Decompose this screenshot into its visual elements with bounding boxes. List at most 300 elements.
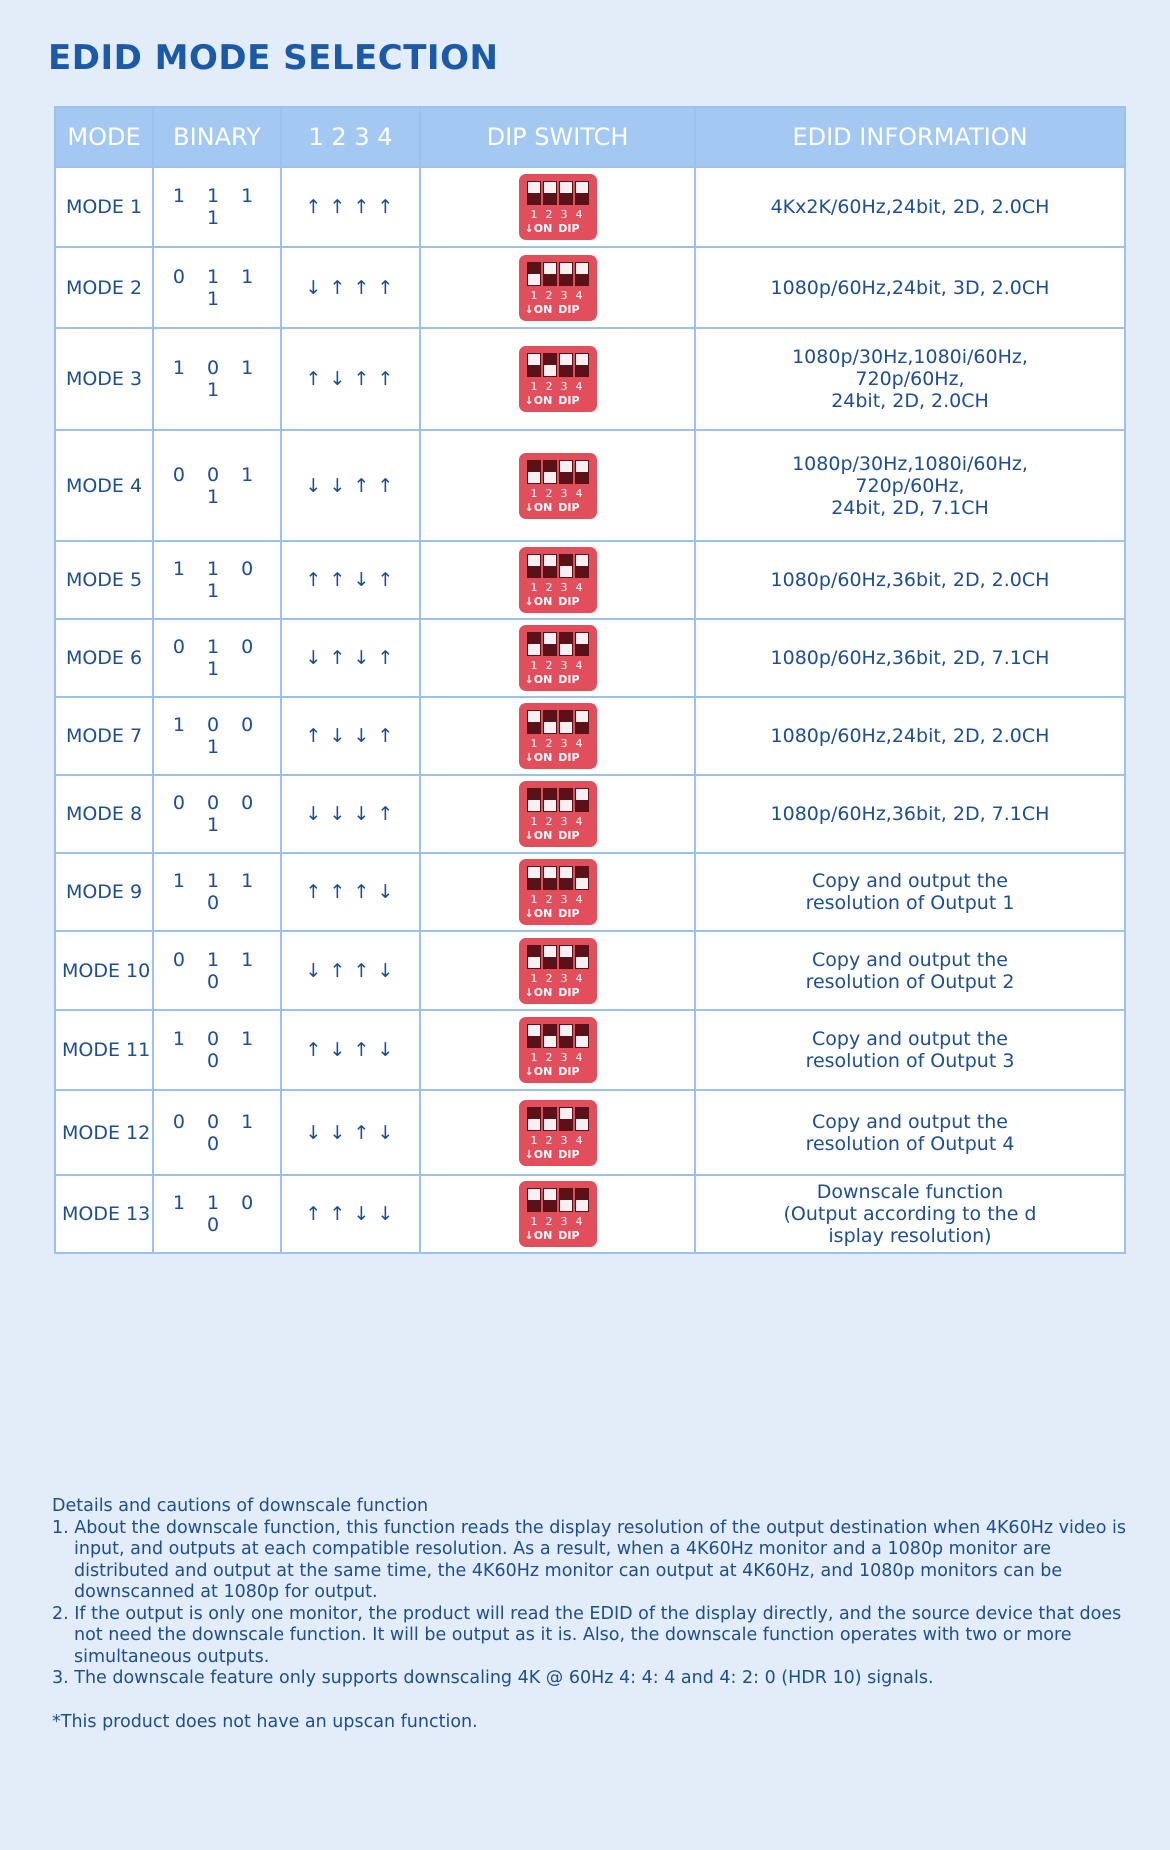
edid-info-line: 4Kx2K/60Hz,24bit, 2D, 2.0CH [770, 196, 1050, 218]
dip-switch-knob [528, 711, 540, 722]
table-row [55, 328, 1125, 430]
dip-switch-lever [575, 632, 589, 656]
dip-switch-knob [560, 946, 572, 957]
edid-info-line: resolution of Output 2 [805, 970, 1015, 993]
dip-switch-number: 2 [545, 581, 553, 594]
arrow-up-icon: ↑ [329, 276, 348, 299]
dip-switch-number: 3 [560, 1215, 568, 1228]
dip-text-label: DIP [558, 829, 580, 842]
dip-switch-knob [576, 1036, 588, 1047]
dip-switch-lever [575, 1024, 589, 1048]
arrow-up-icon: ↑ [377, 196, 396, 218]
edid-info-cell [695, 697, 1125, 775]
switch-direction-cell [281, 619, 420, 697]
dip-switch-lever [575, 945, 589, 969]
table-row [55, 541, 1125, 619]
dip-text-label: DIP [558, 907, 580, 920]
dip-switch-knob [528, 354, 540, 365]
dip-switch-lever [575, 460, 589, 484]
dip-switch-number: 3 [560, 971, 568, 985]
dip-switch-lever [575, 1107, 589, 1131]
edid-info-line: 1080p/60Hz,36bit, 2D, 7.1CH [770, 647, 1050, 669]
arrow-up-icon: ↑ [305, 725, 324, 747]
switch-direction-cell [281, 430, 420, 541]
edid-info-cell [695, 853, 1125, 931]
dip-text-label: DIP [558, 1229, 580, 1242]
mode-cell: MODE 3 [55, 328, 153, 430]
dip-switch-number: 3 [560, 486, 568, 500]
edid-info-cell [695, 775, 1125, 853]
edid-info-line: Copy and output the [812, 948, 1008, 971]
dip-switch-lever [543, 788, 557, 812]
dip-switch-lever [527, 262, 541, 286]
dip-switch-number: 4 [575, 971, 583, 985]
dip-switch-lever [575, 866, 589, 890]
arrow-up-icon: ↑ [353, 1039, 372, 1061]
binary-cell: 1 1 1 0 [153, 853, 281, 931]
header-switch-numbers: 1 2 3 4 [281, 107, 420, 167]
dip-switch-lever [559, 788, 573, 812]
dip-on-label: ↓ON [524, 829, 553, 842]
page-title: EDID MODE SELECTION [48, 38, 499, 78]
dip-switch-number: 3 [560, 659, 568, 672]
edid-info-line: (Output according to the d [783, 1203, 1037, 1225]
dip-switch-number: 1 [530, 971, 538, 985]
dip-switch-number: 1 [530, 581, 538, 594]
dip-on-label: ↓ON [524, 394, 553, 407]
arrow-down-icon: ↓ [353, 569, 372, 591]
edid-info-cell [695, 430, 1125, 541]
mode-cell: MODE 9 [55, 853, 153, 931]
dip-switch-number: 4 [575, 737, 583, 750]
dip-on-label: ↓ON [524, 673, 553, 686]
dip-switch-knob [528, 274, 540, 285]
arrow-up-icon: ↑ [377, 803, 396, 825]
dip-switch-icon [519, 859, 597, 925]
dip-switch-knob [528, 957, 540, 968]
dip-text-label: DIP [558, 595, 580, 608]
edid-info-cell [695, 541, 1125, 619]
dip-switch-knob [528, 644, 540, 655]
dip-switch-number: 1 [530, 737, 538, 750]
arrow-up-icon: ↑ [377, 474, 396, 497]
table-row [55, 1175, 1125, 1253]
arrow-down-icon: ↓ [305, 1121, 324, 1144]
switch-direction-cell [281, 247, 420, 328]
dip-switch-numbers [527, 893, 593, 906]
dip-switch-lever [543, 554, 557, 578]
dip-switch-number: 1 [530, 659, 538, 672]
switch-direction-cell [281, 1175, 420, 1253]
table-row [55, 430, 1125, 541]
dip-switch-number: 2 [545, 288, 553, 302]
dip-switch-knob [528, 1025, 540, 1036]
dip-switch-knob [544, 182, 556, 193]
dip-switch-label [525, 829, 595, 842]
dip-switch-knob [576, 957, 588, 968]
dip-switch-label [525, 1065, 595, 1078]
edid-info-line: 1080p/60Hz,24bit, 3D, 2.0CH [770, 276, 1050, 299]
dip-switch-knob [528, 800, 540, 811]
dip-switch-number: 1 [530, 1133, 538, 1147]
dip-switch-lever [527, 1024, 541, 1048]
binary-cell: 0 1 1 1 [153, 247, 281, 328]
note-item-3: 3. The downscale feature only supports downscaling 4K @ 60Hz 4: 4: 4 and 4: 2: 0 (HDR 10) signals. [52, 1668, 934, 1688]
arrow-down-icon: ↓ [377, 1039, 396, 1061]
table-row [55, 247, 1125, 328]
dip-switch-lever [543, 1107, 557, 1131]
dip-switch-numbers [527, 972, 593, 985]
dip-switch-knob [560, 800, 572, 811]
binary-cell: 1 0 0 1 [153, 697, 281, 775]
dip-switch-knob [528, 1119, 540, 1130]
dip-switch-lever [543, 262, 557, 286]
edid-info-line: 24bit, 2D, 2.0CH [831, 390, 989, 412]
dip-switch-numbers [527, 815, 593, 828]
dip-text-label: DIP [558, 222, 580, 235]
arrow-up-icon: ↑ [329, 647, 348, 669]
dip-switch-lever [527, 554, 541, 578]
switch-direction-cell [281, 775, 420, 853]
edid-info-line: Copy and output the [812, 1028, 1008, 1050]
dip-switch-knob [560, 182, 572, 193]
switch-direction-cell [281, 697, 420, 775]
edid-info-cell [695, 1090, 1125, 1175]
dip-switch-number: 4 [575, 659, 583, 672]
dip-switch-lever [575, 262, 589, 286]
arrow-up-icon: ↑ [353, 368, 372, 390]
arrow-down-icon: ↓ [305, 276, 324, 299]
dip-switch-lever [527, 181, 541, 205]
dip-switch-lever [527, 710, 541, 734]
dip-switch-knob [560, 1108, 572, 1119]
arrow-up-icon: ↑ [329, 959, 348, 982]
dip-switch-numbers [527, 289, 593, 302]
edid-info-line: 720p/60Hz, [855, 368, 965, 390]
switch-direction-cell [281, 853, 420, 931]
edid-info-line: 1080p/60Hz,24bit, 2D, 2.0CH [770, 725, 1050, 747]
dip-on-label: ↓ON [524, 907, 553, 920]
dip-switch-lever [543, 710, 557, 734]
dip-switch-numbers [527, 487, 593, 500]
dip-switch-number: 4 [575, 380, 583, 393]
dip-switch-lever [559, 710, 573, 734]
dip-switch-numbers [527, 1134, 593, 1147]
arrow-up-icon: ↑ [305, 1039, 324, 1061]
mode-cell: MODE 8 [55, 775, 153, 853]
binary-cell: 1 1 0 0 [153, 1175, 281, 1253]
dip-switch-number: 3 [560, 288, 568, 302]
upscan-footnote: *This product does not have an upscan function. [52, 1711, 478, 1732]
dip-switch-lever [543, 945, 557, 969]
dip-switch-cell [420, 853, 695, 931]
dip-switch-number: 3 [560, 208, 568, 221]
dip-switch-label [525, 595, 595, 608]
dip-switch-numbers [527, 737, 593, 750]
dip-switch-icon [519, 703, 597, 769]
dip-switch-icon [519, 547, 597, 613]
downscale-notes [52, 1496, 1132, 1733]
binary-cell: 1 1 0 1 [153, 541, 281, 619]
dip-switch-number: 1 [530, 1051, 538, 1064]
edid-info-line: 720p/60Hz, [855, 474, 965, 497]
dip-switch-number: 1 [530, 486, 538, 500]
dip-switch-icon [519, 781, 597, 847]
dip-switch-number: 3 [560, 1051, 568, 1064]
dip-switch-lever [559, 945, 573, 969]
table-row [55, 775, 1125, 853]
dip-switch-number: 2 [545, 815, 553, 828]
dip-on-label: ↓ON [524, 500, 553, 514]
dip-switch-lever [559, 632, 573, 656]
dip-on-label: ↓ON [524, 302, 553, 316]
dip-text-label: DIP [558, 302, 580, 316]
edid-info-line: Copy and output the [812, 1110, 1008, 1133]
dip-switch-number: 2 [545, 659, 553, 672]
dip-switch-cell [420, 931, 695, 1010]
table-row [55, 853, 1125, 931]
mode-cell: MODE 11 [55, 1010, 153, 1090]
dip-switch-cell [420, 167, 695, 247]
dip-switch-number: 3 [560, 737, 568, 750]
dip-switch-lever [527, 866, 541, 890]
dip-switch-knob [544, 555, 556, 566]
dip-text-label: DIP [558, 751, 580, 764]
mode-cell: MODE 7 [55, 697, 153, 775]
arrow-up-icon: ↑ [305, 1203, 324, 1225]
arrow-up-icon: ↑ [377, 368, 396, 390]
dip-switch-knob [560, 461, 572, 472]
dip-switch-knob [544, 800, 556, 811]
dip-switch-label [525, 394, 595, 407]
dip-switch-number: 1 [530, 815, 538, 828]
dip-switch-knob [528, 1189, 540, 1200]
dip-text-label: DIP [558, 673, 580, 686]
dip-switch-lever [559, 181, 573, 205]
dip-switch-cell [420, 619, 695, 697]
arrow-up-icon: ↑ [353, 276, 372, 299]
arrow-down-icon: ↓ [377, 1203, 396, 1225]
dip-switch-number: 3 [560, 380, 568, 393]
edid-info-line: 24bit, 2D, 7.1CH [831, 496, 989, 519]
dip-switch-knob [544, 263, 556, 274]
arrow-up-icon: ↑ [305, 368, 324, 390]
edid-info-cell [695, 1175, 1125, 1253]
dip-switch-knob [576, 182, 588, 193]
dip-switch-number: 4 [575, 1133, 583, 1147]
dip-switch-lever [559, 866, 573, 890]
edid-info-cell [695, 619, 1125, 697]
header-mode: MODE [55, 107, 153, 167]
dip-switch-lever [527, 788, 541, 812]
dip-switch-lever [575, 1188, 589, 1212]
dip-switch-knob [576, 711, 588, 722]
switch-direction-cell [281, 931, 420, 1010]
dip-switch-numbers [527, 581, 593, 594]
dip-switch-number: 2 [545, 1133, 553, 1147]
binary-cell: 1 0 1 0 [153, 1010, 281, 1090]
arrow-down-icon: ↓ [305, 647, 324, 669]
arrow-up-icon: ↑ [305, 881, 324, 903]
arrow-up-icon: ↑ [353, 1121, 372, 1144]
arrow-down-icon: ↓ [329, 368, 348, 390]
mode-cell: MODE 12 [55, 1090, 153, 1175]
arrow-down-icon: ↓ [329, 474, 348, 497]
dip-switch-lever [527, 945, 541, 969]
notes-heading: Details and cautions of downscale function [52, 1496, 429, 1516]
dip-switch-number: 4 [575, 288, 583, 302]
arrow-down-icon: ↓ [353, 803, 372, 825]
dip-switch-cell [420, 1090, 695, 1175]
edid-info-line: resolution of Output 1 [805, 892, 1015, 914]
dip-switch-lever [543, 632, 557, 656]
dip-switch-knob [576, 461, 588, 472]
dip-switch-knob [528, 472, 540, 483]
header-dip-switch: DIP SWITCH [420, 107, 695, 167]
arrow-up-icon: ↑ [353, 196, 372, 218]
dip-switch-number: 4 [575, 1215, 583, 1228]
arrow-down-icon: ↓ [353, 1203, 372, 1225]
dip-text-label: DIP [558, 1147, 580, 1161]
dip-switch-number: 4 [575, 581, 583, 594]
switch-direction-cell [281, 1010, 420, 1090]
dip-switch-number: 2 [545, 1215, 553, 1228]
dip-text-label: DIP [558, 985, 580, 999]
binary-cell: 1 1 1 1 [153, 167, 281, 247]
edid-info-line: 1080p/60Hz,36bit, 2D, 2.0CH [770, 569, 1050, 591]
dip-switch-numbers [527, 208, 593, 221]
dip-switch-number: 2 [545, 208, 553, 221]
dip-switch-knob [576, 555, 588, 566]
dip-switch-number: 4 [575, 1051, 583, 1064]
arrow-up-icon: ↑ [353, 474, 372, 497]
dip-switch-lever [543, 1188, 557, 1212]
dip-switch-lever [559, 1107, 573, 1131]
dip-switch-label [525, 303, 595, 316]
dip-switch-cell [420, 328, 695, 430]
arrow-down-icon: ↓ [353, 647, 372, 669]
dip-switch-lever [543, 1024, 557, 1048]
table-row [55, 931, 1125, 1010]
arrow-up-icon: ↑ [377, 276, 396, 299]
dip-switch-knob [560, 263, 572, 274]
dip-switch-icon [519, 174, 597, 240]
table-row [55, 1010, 1125, 1090]
dip-switch-label [525, 501, 595, 514]
dip-switch-lever [575, 554, 589, 578]
dip-switch-lever [559, 554, 573, 578]
dip-switch-cell [420, 247, 695, 328]
switch-direction-cell [281, 328, 420, 430]
dip-switch-lever [527, 353, 541, 377]
dip-switch-knob [544, 472, 556, 483]
note-item-1: 1. About the downscale function, this function reads the display resolution of the output destination when 4K60Hz video is input, and outputs at each compatible resolution. As a result, when a 4K60Hz monitor and a 1080p monitor are distributed and output at the same time, the 4K60Hz monitor can output at 4K60Hz, and 1080p monitors can be downscanned at 1080p for output. [52, 1517, 1126, 1602]
edid-info-line: Copy and output the [812, 870, 1008, 892]
dip-switch-number: 3 [560, 815, 568, 828]
dip-switch-knob [544, 722, 556, 733]
dip-switch-knob [576, 354, 588, 365]
dip-switch-knob [560, 1200, 572, 1211]
dip-text-label: DIP [558, 500, 580, 514]
dip-switch-number: 2 [545, 486, 553, 500]
mode-cell: MODE 2 [55, 247, 153, 328]
dip-switch-label [525, 1229, 595, 1242]
dip-switch-number: 1 [530, 208, 538, 221]
mode-cell: MODE 6 [55, 619, 153, 697]
dip-switch-icon [519, 346, 597, 412]
dip-on-label: ↓ON [524, 751, 553, 764]
edid-info-cell [695, 931, 1125, 1010]
dip-switch-knob [544, 365, 556, 376]
mode-cell: MODE 1 [55, 167, 153, 247]
arrow-down-icon: ↓ [329, 725, 348, 747]
dip-switch-lever [575, 788, 589, 812]
arrow-up-icon: ↑ [377, 569, 396, 591]
edid-info-line: resolution of Output 4 [805, 1132, 1015, 1155]
dip-switch-knob [544, 1189, 556, 1200]
dip-switch-knob [544, 867, 556, 878]
arrow-down-icon: ↓ [305, 474, 324, 497]
edid-info-cell [695, 328, 1125, 430]
dip-on-label: ↓ON [524, 222, 553, 235]
dip-switch-icon [519, 453, 597, 519]
arrow-up-icon: ↑ [329, 196, 348, 218]
arrow-up-icon: ↑ [329, 569, 348, 591]
edid-mode-table [54, 106, 1126, 1254]
dip-switch-number: 1 [530, 288, 538, 302]
dip-text-label: DIP [558, 394, 580, 407]
dip-switch-knob [544, 633, 556, 644]
edid-info-line: 1080p/30Hz,1080i/60Hz, [792, 452, 1028, 475]
dip-switch-number: 4 [575, 486, 583, 500]
dip-switch-number: 2 [545, 737, 553, 750]
dip-switch-lever [527, 460, 541, 484]
arrow-down-icon: ↓ [329, 1039, 348, 1061]
dip-switch-cell [420, 1175, 695, 1253]
binary-cell: 0 1 1 0 [153, 931, 281, 1010]
switch-direction-cell [281, 1090, 420, 1175]
dip-switch-knob [576, 633, 588, 644]
dip-switch-cell [420, 430, 695, 541]
dip-switch-icon [519, 938, 597, 1004]
binary-cell: 0 1 0 1 [153, 619, 281, 697]
dip-switch-lever [543, 353, 557, 377]
binary-cell: 0 0 1 1 [153, 430, 281, 541]
binary-cell: 0 0 1 0 [153, 1090, 281, 1175]
dip-switch-knob [560, 354, 572, 365]
dip-switch-knob [528, 867, 540, 878]
dip-switch-number: 4 [575, 815, 583, 828]
dip-switch-lever [559, 460, 573, 484]
dip-switch-knob [544, 946, 556, 957]
dip-switch-number: 2 [545, 380, 553, 393]
dip-switch-lever [543, 460, 557, 484]
dip-switch-lever [559, 1188, 573, 1212]
mode-cell: MODE 5 [55, 541, 153, 619]
dip-switch-numbers [527, 659, 593, 672]
note-item-2: 2. If the output is only one monitor, the product will read the EDID of the display directly, and the source device that does not need the downscale function. It will be output as it is. Also, the downscale function operates with two or more simultaneous outputs. [52, 1603, 1122, 1667]
dip-switch-icon [519, 1181, 597, 1247]
dip-switch-number: 4 [575, 893, 583, 906]
arrow-down-icon: ↓ [329, 803, 348, 825]
table-header-row [55, 107, 1125, 167]
dip-switch-number: 4 [575, 208, 583, 221]
header-binary: BINARY [153, 107, 281, 167]
dip-switch-cell [420, 697, 695, 775]
dip-switch-knob [560, 1025, 572, 1036]
dip-switch-knob [576, 878, 588, 889]
dip-switch-number: 3 [560, 893, 568, 906]
